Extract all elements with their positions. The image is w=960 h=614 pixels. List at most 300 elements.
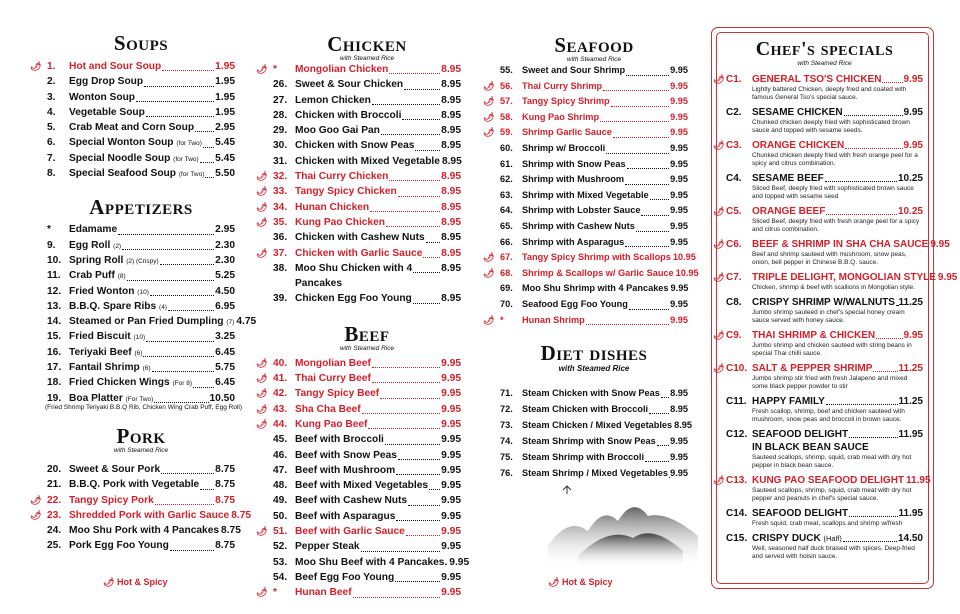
special-name-line2 xyxy=(726,441,923,454)
hot-spicy-icon: 🌶 xyxy=(483,96,495,107)
leader-dots xyxy=(395,581,440,582)
leader-dots xyxy=(843,541,897,542)
item-name xyxy=(522,79,602,95)
item-price: 6.95 xyxy=(215,300,235,312)
item-name xyxy=(522,188,649,204)
special-name xyxy=(752,238,928,251)
item-name xyxy=(522,94,610,110)
item-price: 5.25 xyxy=(215,270,235,282)
item-name xyxy=(295,585,352,600)
item-price: 1.95 xyxy=(215,106,235,118)
item-name-text: Tangy Spicy Beef xyxy=(295,388,380,400)
hot-spicy-icon: 🌶 xyxy=(256,373,268,384)
item-number: 68. xyxy=(500,267,513,278)
item-name-text: Tangy Spicy Shrimp xyxy=(522,96,610,107)
hot-spicy-icon: 🌶 xyxy=(30,494,42,505)
special-number: C5. xyxy=(726,206,742,217)
special-price: 11.25 xyxy=(898,297,923,308)
item-price: 8.95 xyxy=(441,186,461,198)
menu-item xyxy=(500,219,688,235)
item-name xyxy=(522,235,624,251)
leader-dots xyxy=(396,520,440,521)
item-number: 28. xyxy=(273,109,288,121)
item-number: 38. xyxy=(273,262,288,274)
legend-right xyxy=(548,577,612,588)
special-item xyxy=(726,395,923,408)
item-price: 6.45 xyxy=(215,377,235,389)
leader-dots xyxy=(380,398,440,399)
item-number: 13. xyxy=(47,300,62,312)
special-name-text: SESAME BEEF xyxy=(752,173,824,184)
item-name-text: Moo Shu Beef with 4 Pancakes. xyxy=(295,556,448,568)
item-price: 8.95 xyxy=(441,232,461,244)
leader-dots xyxy=(386,226,440,227)
item-name xyxy=(69,74,143,89)
special-name xyxy=(752,428,848,441)
menu-item xyxy=(273,230,461,245)
item-price: 9.95 xyxy=(670,298,688,309)
item-price: 9.95 xyxy=(441,526,461,538)
item-number: 17. xyxy=(47,362,62,374)
item-name xyxy=(522,281,669,297)
item-note: (6) xyxy=(142,365,151,373)
item-price: 5.75 xyxy=(215,362,235,374)
item-name-text: B.B.Q. Spare Ribs xyxy=(69,300,157,312)
legend-label: Hot & Spicy xyxy=(561,577,613,587)
item-number: 76. xyxy=(500,468,513,479)
beef-title: Beef xyxy=(344,321,390,346)
menu-item xyxy=(273,108,461,123)
leader-dots xyxy=(170,550,214,551)
item-number: 45. xyxy=(273,434,288,446)
menu-item xyxy=(30,59,235,74)
item-number: 8. xyxy=(47,168,56,180)
hot-spicy-icon: 🌶 xyxy=(256,186,268,197)
item-name xyxy=(522,449,644,465)
leader-dots xyxy=(155,504,214,505)
menu-item xyxy=(47,314,257,329)
item-price: 9.95 xyxy=(670,236,688,247)
menu-item xyxy=(500,203,688,219)
hot-spicy-icon: 🌶 xyxy=(713,239,725,249)
diet-title: Diet dishes xyxy=(540,341,648,366)
item-price: 1.95 xyxy=(215,76,235,88)
pork-subtitle: with Steamed Rice xyxy=(113,446,169,454)
item-price: 9.95 xyxy=(670,127,688,138)
item-number: 65. xyxy=(500,220,513,231)
leader-dots xyxy=(195,131,214,132)
item-number: 9. xyxy=(47,239,56,251)
item-name-text: Mongolian Chicken xyxy=(295,64,389,75)
item-name xyxy=(522,219,635,235)
leader-dots xyxy=(650,199,669,200)
item-name-text: Moo Shu Chicken with 4 xyxy=(295,262,413,274)
item-name xyxy=(295,215,385,230)
special-price: 11.25 xyxy=(898,363,923,374)
item-name xyxy=(522,125,612,141)
hot-spicy-icon: 🌶 xyxy=(256,64,268,74)
menu-item xyxy=(47,268,235,283)
leader-dots xyxy=(398,196,440,197)
leader-dots xyxy=(413,272,440,273)
menu-item xyxy=(30,508,252,523)
leader-dots xyxy=(203,147,214,148)
column-2 xyxy=(256,0,470,601)
chili-pepper-icon: 🌶 xyxy=(548,577,560,587)
leader-dots xyxy=(882,82,902,83)
item-name-text: Steam Chicken / Mixed Vegetables xyxy=(522,420,673,431)
chef-subtitle: with Steamed Rice xyxy=(797,60,852,67)
leader-dots xyxy=(193,387,214,388)
special-item xyxy=(726,507,923,520)
menu-item xyxy=(500,63,688,79)
hot-spicy-icon: 🌶 xyxy=(256,587,268,598)
item-price: 9.95 xyxy=(441,373,461,385)
item-name xyxy=(69,391,153,407)
item-price: 8.95 xyxy=(670,388,688,399)
item-name xyxy=(522,141,605,157)
menu-item xyxy=(273,570,461,585)
menu-item xyxy=(47,151,235,166)
leader-dots xyxy=(370,211,440,212)
soups-list xyxy=(30,59,235,181)
item-name-text: Wonton Soup xyxy=(69,91,136,103)
special-name xyxy=(752,205,825,218)
item-price: 9.95 xyxy=(441,510,461,522)
item-price: 9.95 xyxy=(441,403,461,415)
item-name-text: Shredded Pork with Garlic Sauce xyxy=(69,509,230,521)
item-price: 8.95 xyxy=(441,216,461,228)
item-name-text: Sweet and Sour Shrimp xyxy=(522,65,626,75)
special-description: Sliced Beef, deeply fried with fresh orange peel for a spicy and citrus combination. xyxy=(752,218,920,233)
special-price: 11.95 xyxy=(906,475,931,486)
item-number: * xyxy=(500,314,504,325)
menu-item xyxy=(500,188,688,204)
pork-list xyxy=(30,462,252,554)
item-name xyxy=(522,401,648,417)
item-price: 8.95 xyxy=(441,64,461,75)
item-name-text: Shrimp with Cashew Nuts xyxy=(522,220,635,231)
special-item xyxy=(726,428,923,441)
item-price: 5.45 xyxy=(215,152,235,164)
menu-item xyxy=(273,276,461,291)
menu-item xyxy=(273,555,470,570)
menu-item xyxy=(256,356,461,371)
item-name-text: Fried Biscuit xyxy=(69,331,131,343)
leader-dots xyxy=(426,242,441,243)
item-number: 49. xyxy=(273,495,288,507)
item-price: 2.30 xyxy=(215,239,235,251)
item-name xyxy=(295,478,428,493)
seafood-title: Seafood xyxy=(554,33,634,57)
item-name xyxy=(295,493,407,508)
item-price: 9.95 xyxy=(441,388,461,400)
special-note: (Half) xyxy=(823,534,842,543)
leader-dots xyxy=(429,489,440,490)
special-name xyxy=(752,507,848,520)
hot-spicy-icon: 🌶 xyxy=(483,267,495,278)
item-name xyxy=(69,90,135,105)
item-note: (for Two) xyxy=(178,171,205,179)
special-name xyxy=(752,474,904,487)
item-name-text: Chicken with Broccoli xyxy=(295,109,402,121)
item-name xyxy=(295,108,401,123)
item-name xyxy=(295,230,425,245)
item-price: 8.75 xyxy=(221,525,241,537)
menu-item xyxy=(483,266,699,282)
item-name-text: Shrimp with Lobster Sauce xyxy=(522,205,641,216)
special-name-text: CRISPY SHRIMP W/WALNUTS xyxy=(752,297,895,308)
hot-spicy-icon: 🌶 xyxy=(483,127,495,138)
chef-list xyxy=(713,73,958,561)
special-name xyxy=(752,395,825,408)
leader-dots xyxy=(849,516,897,517)
item-name-text: B.B.Q. Pork with Vegetable xyxy=(69,479,200,491)
special-number: C14. xyxy=(726,508,748,519)
special-item xyxy=(713,474,931,487)
item-number: 69. xyxy=(500,283,513,294)
special-description: Fresh squid, crab meat, scallops and shrimp w/fresh xyxy=(752,520,903,527)
item-number: 20. xyxy=(47,463,62,475)
item-name-text: Vegetable Soup xyxy=(69,106,145,118)
item-name xyxy=(295,200,369,215)
item-name xyxy=(295,432,384,447)
item-name-text: Crab Meat and Corn Soup xyxy=(69,122,195,134)
item-name-text: Boa Platter xyxy=(69,392,123,404)
hot-spicy-icon: 🌶 xyxy=(256,171,268,182)
item-number: 71. xyxy=(500,388,513,399)
menu-item xyxy=(256,386,461,401)
leader-dots xyxy=(636,231,669,232)
leader-dots xyxy=(144,86,214,87)
special-number: C10. xyxy=(726,363,748,374)
item-name xyxy=(69,238,121,254)
item-name xyxy=(522,385,660,401)
menu-item xyxy=(47,345,235,360)
item-name xyxy=(522,417,672,433)
item-note: (4) xyxy=(159,303,167,311)
item-name xyxy=(69,345,142,361)
item-name xyxy=(69,151,199,167)
item-name xyxy=(295,77,403,92)
item-number: 11. xyxy=(47,270,61,282)
item-number: 4. xyxy=(47,106,56,118)
item-number: 18. xyxy=(47,377,62,389)
hot-spicy-icon: 🌶 xyxy=(256,201,268,212)
special-number: C9. xyxy=(726,330,742,341)
leader-dots xyxy=(372,367,440,368)
item-price: 9.95 xyxy=(670,142,688,153)
item-name-text: Seafood Egg Foo Young xyxy=(522,298,628,309)
item-name-text: Mongolian Beef xyxy=(295,357,371,369)
item-name-text: Tangy Spicy Shrimp with Scallops xyxy=(522,252,671,263)
item-note: (For Two) xyxy=(125,395,154,403)
item-number: 44. xyxy=(273,418,288,430)
item-name-text: Chicken with Mixed Vegetable xyxy=(295,155,440,167)
special-name-text: KUNG PAO SEAFOOD DELIGHT xyxy=(752,475,905,486)
special-price: 14.50 xyxy=(897,533,923,544)
menu-item xyxy=(47,360,235,375)
special-name xyxy=(752,532,842,545)
special-name-text: SESAME CHICKEN xyxy=(752,107,843,118)
item-price: 9.95 xyxy=(670,314,688,325)
item-note: (10) xyxy=(137,288,149,296)
item-name xyxy=(69,523,219,538)
item-price: 8.95 xyxy=(441,140,461,152)
item-price: 8.95 xyxy=(441,155,462,167)
menu-item xyxy=(273,432,461,447)
item-name-text: Beef with Asparagus xyxy=(295,510,396,522)
menu-item xyxy=(500,141,688,157)
menu-item xyxy=(256,417,461,432)
special-name-text: ORANGE BEEF xyxy=(752,206,826,217)
hot-spicy-icon: 🌶 xyxy=(713,74,725,84)
menu-item xyxy=(273,448,461,463)
chicken-title: Chicken xyxy=(327,32,407,56)
item-price: 9.95 xyxy=(441,357,461,369)
item-name xyxy=(295,402,361,417)
menu-item xyxy=(256,585,461,600)
leader-dots xyxy=(143,356,214,357)
item-name-text: Pepper Steak xyxy=(295,541,360,553)
item-name-text: Beef with Cashew Nuts xyxy=(295,495,408,507)
item-name xyxy=(295,570,394,585)
leader-dots xyxy=(415,150,440,151)
item-name-text: Egg Drop Soup xyxy=(69,76,144,88)
leader-dots xyxy=(205,177,214,178)
item-number: 23. xyxy=(47,509,62,521)
item-number: 54. xyxy=(273,571,288,583)
item-name-text: Moo Shu Shrimp with 4 Pancakes xyxy=(522,283,669,294)
menu-item xyxy=(47,105,235,120)
special-price: 9.95 xyxy=(903,140,923,151)
item-number: 48. xyxy=(273,480,288,492)
item-name xyxy=(522,250,671,266)
special-price: 9.95 xyxy=(903,330,923,341)
hot-spicy-icon: 🌶 xyxy=(256,388,268,399)
item-number: 15. xyxy=(47,331,62,343)
item-price: 9.95 xyxy=(449,556,470,568)
item-name xyxy=(295,169,388,184)
item-number: 57. xyxy=(500,96,513,107)
item-number: 7. xyxy=(47,152,56,164)
leader-dots xyxy=(625,184,669,185)
menu-item xyxy=(47,329,235,344)
item-number: 43. xyxy=(273,403,288,415)
item-name-text: Beef with Mushroom xyxy=(295,464,396,476)
menu-item xyxy=(47,166,235,181)
item-name-text: Chicken with Garlic Sauce xyxy=(295,247,423,259)
item-name-text: Steam Shrimp / Mixed Vegetables xyxy=(522,468,669,479)
special-item xyxy=(713,238,950,251)
item-name xyxy=(295,386,379,401)
item-name xyxy=(69,375,192,391)
hot-spicy-icon: 🌶 xyxy=(30,61,42,71)
menu-item xyxy=(273,509,461,524)
item-price: 2.95 xyxy=(215,122,235,134)
item-number: 67. xyxy=(500,252,513,263)
item-name-text: Chicken Egg Foo Young xyxy=(295,293,412,305)
special-number: C8. xyxy=(726,297,742,308)
beef-subtitle: with Steamed Rice xyxy=(339,344,395,352)
item-number: 1. xyxy=(47,61,56,72)
item-name-text: Lemon Chicken xyxy=(295,94,371,106)
item-price: 9.95 xyxy=(670,111,688,122)
item-number: 36. xyxy=(273,232,288,244)
special-item xyxy=(713,205,923,218)
menu-item xyxy=(47,299,235,314)
item-name xyxy=(295,356,371,371)
menu-item xyxy=(256,169,461,184)
menu-item xyxy=(483,125,688,141)
leader-dots xyxy=(661,397,669,398)
leader-dots xyxy=(168,310,214,311)
hot-spicy-icon: 🌶 xyxy=(256,216,268,227)
item-name-text: Beef with Snow Peas xyxy=(295,449,397,461)
menu-item xyxy=(47,523,241,538)
item-number: 37. xyxy=(273,247,288,259)
menu-item xyxy=(47,477,235,492)
item-name xyxy=(69,508,229,523)
hot-spicy-icon: 🌶 xyxy=(483,111,495,122)
special-price: 11.95 xyxy=(898,429,923,440)
item-name xyxy=(69,329,145,345)
leader-dots xyxy=(396,474,440,475)
hot-spicy-icon: 🌶 xyxy=(30,509,42,520)
beef-list xyxy=(256,356,470,601)
item-price: 9.95 xyxy=(441,434,461,446)
leader-dots xyxy=(413,303,440,304)
item-name xyxy=(69,253,159,269)
menu-item xyxy=(47,538,235,553)
special-number: C4. xyxy=(726,173,742,184)
item-number: 14. xyxy=(47,316,62,328)
special-price: 9.95 xyxy=(903,74,923,85)
item-name-text: Special Seafood Soup xyxy=(69,168,176,180)
menu-item xyxy=(483,94,688,110)
hot-spicy-icon: 🌶 xyxy=(256,403,268,414)
item-price: 8.95 xyxy=(441,79,461,91)
menu-item xyxy=(273,123,461,138)
item-number: 58. xyxy=(500,111,513,122)
special-name xyxy=(752,271,936,284)
item-name xyxy=(295,417,367,432)
item-note: (for Two) xyxy=(176,140,202,148)
item-number: 12. xyxy=(47,285,62,297)
leader-dots xyxy=(603,90,669,91)
mountain-illustration xyxy=(548,476,698,568)
item-price: 9.95 xyxy=(670,468,688,479)
item-name-text: Steam Shrimp with Broccoli xyxy=(522,452,645,463)
item-name-text: Crab Puff xyxy=(69,270,115,282)
leader-dots xyxy=(844,115,903,116)
item-name-text: Teriyaki Beef xyxy=(69,346,132,358)
leader-dots xyxy=(423,257,440,258)
item-name xyxy=(295,371,371,386)
leader-dots xyxy=(118,234,214,235)
leader-dots xyxy=(150,295,214,296)
special-name-text: GENERAL TSO'S CHICKEN xyxy=(752,74,882,85)
hot-spicy-icon: 🌶 xyxy=(256,526,268,537)
menu-item xyxy=(273,154,461,169)
item-name-text: Fried Chicken Wings xyxy=(69,377,170,389)
hot-spicy-icon: 🌶 xyxy=(483,314,495,325)
item-note: (for Two) xyxy=(173,155,199,163)
column-1 xyxy=(30,0,257,554)
leader-dots xyxy=(896,305,898,306)
item-number: 39. xyxy=(273,293,288,305)
special-name-text: THAI SHRIMP & CHICKEN xyxy=(752,330,876,341)
